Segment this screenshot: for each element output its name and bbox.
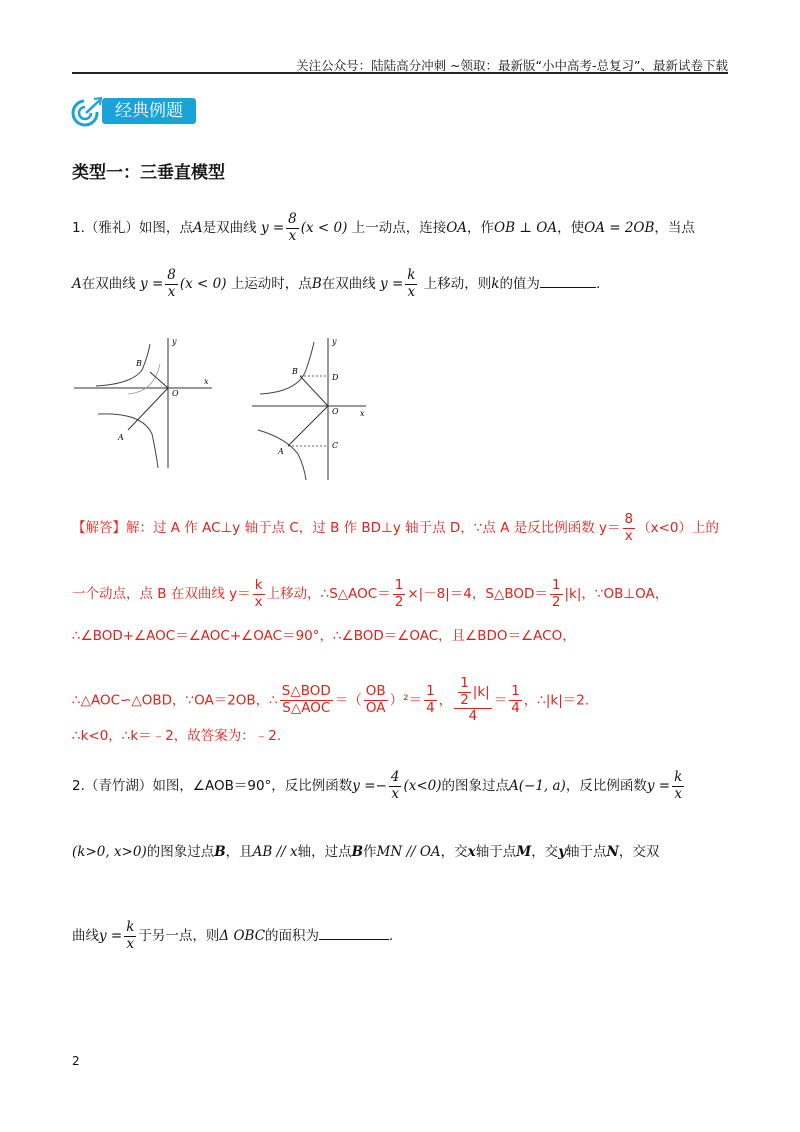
label-d: D [332, 373, 339, 382]
answer-line5: ∴k<0，∴k＝﹣2，故答案为：﹣2. [72, 728, 282, 744]
label-b: B [136, 359, 142, 368]
label-y: y [332, 337, 337, 346]
label-x: x [360, 409, 365, 418]
label-c: C [332, 441, 339, 450]
label-o: O [172, 389, 179, 398]
fraction: $\frac{\text{S△BOD}}{\text{S△AOC}}$ [281, 683, 331, 716]
q1-line2: A在双曲线 y = $\frac{8}{x}$ (x < 0) 上运动时，点B在双曲线 y = $\frac{k}{x}$ 上移动，则k的值为 . [72, 267, 601, 300]
label-a: A [278, 447, 284, 456]
page-number: 2 [72, 1054, 80, 1068]
label-x: x [204, 377, 209, 386]
answer-blank [540, 287, 596, 288]
q1-line1: 1.（雅礼）如图，点A是双曲线 y = $\frac{8}{x}$ (x < 0) 上一动点，连接OA，作OB ⊥ OA，使OA = 2OB，当点 [72, 211, 695, 244]
fraction: $\frac{8}{x}$ [167, 267, 176, 300]
fraction: $\frac{1}{2}$ |k| 4 [454, 676, 492, 725]
label-b: B [292, 367, 298, 376]
fraction: $\frac{1}{4}$ [511, 683, 520, 716]
page-header: 关注公众号：陆陆高分冲刺 ~领取：最新版“小中高考-总复习”、最新试卷下载 [296, 58, 728, 73]
q1-figure-left [72, 334, 220, 470]
fraction: $\frac{k}{x}$ [126, 919, 135, 952]
badge-label: 经典例题 [102, 98, 196, 124]
q2-line3: 曲线y = $\frac{k}{x}$ 于另一点，则Δ OBC的面积为 . [72, 919, 394, 952]
fraction: $\frac{8}{x}$ [288, 211, 297, 244]
q2-line2: (k>0, x>0)的图象过点B，且AB // x轴，过点B作MN // OA，交x轴于点M，交y轴于点N，交双 [72, 844, 660, 860]
q1-figure-right [250, 334, 374, 482]
q2-line1: 2.（青竹湖）如图，∠AOB＝90°，反比例函数y =− $\frac{4}{x}$ (x<0)的图象过点A(−1, a)，反比例函数y = $\frac{k}{x}$ [72, 769, 683, 802]
header-rule [72, 72, 728, 74]
fraction: $\frac{OB}{OA}$ [365, 683, 386, 716]
section-title: 类型一：三垂直模型 [72, 163, 225, 183]
fraction: $\frac{k}{x}$ [674, 769, 683, 802]
answer-blank [319, 939, 389, 940]
answer-line1: 【解答】解：过 A 作 AC⊥y 轴于点 C，过 B 作 BD⊥y 轴于点 D，∵点 A 是反比例函数 y＝ $\frac{8}{x}$ （x<0）上的 [72, 511, 719, 544]
fraction: $\frac{1}{2}$ [394, 577, 404, 610]
label-o: O [332, 407, 339, 416]
fraction: $\frac{k}{x}$ [254, 577, 263, 610]
answer-line3: ∴∠BOD+∠AOC＝∠AOC+∠OAC＝90°，∴∠BOD＝∠OAC，且∠BDO＝∠ACO， [72, 628, 576, 644]
answer-line4: ∴△AOC∽△OBD，∵OA＝2OB，∴ $\frac{\text{S△BOD}}{\text{S△AOC}}$ ＝（ $\frac{OB}{OA}$ ）²＝ $\frac{1}{4}$ ， $\frac{1}{2}$ |k| 4 ＝ $\frac{1}{4}$ ，∴|k|＝2. [72, 675, 590, 725]
fraction: $\frac{1}{4}$ [426, 683, 435, 716]
fraction: $\frac{4}{x}$ [390, 769, 400, 802]
fraction: $\frac{k}{x}$ [407, 267, 416, 300]
answer-line2: 一个动点，点 B 在双曲线 y＝ $\frac{k}{x}$ 上移动，∴S△AOC＝ $\frac{1}{2}$ ×|－8|＝4，S△BOD＝ $\frac{1}{2}$ |k|，∵OB⊥OA， [72, 577, 669, 610]
target-icon [70, 96, 104, 130]
fraction: $\frac{1}{2}$ [551, 577, 561, 610]
fraction: $\frac{8}{x}$ [624, 511, 634, 544]
label-a: A [118, 433, 124, 442]
label-y: y [172, 337, 177, 346]
section-badge [70, 96, 200, 130]
